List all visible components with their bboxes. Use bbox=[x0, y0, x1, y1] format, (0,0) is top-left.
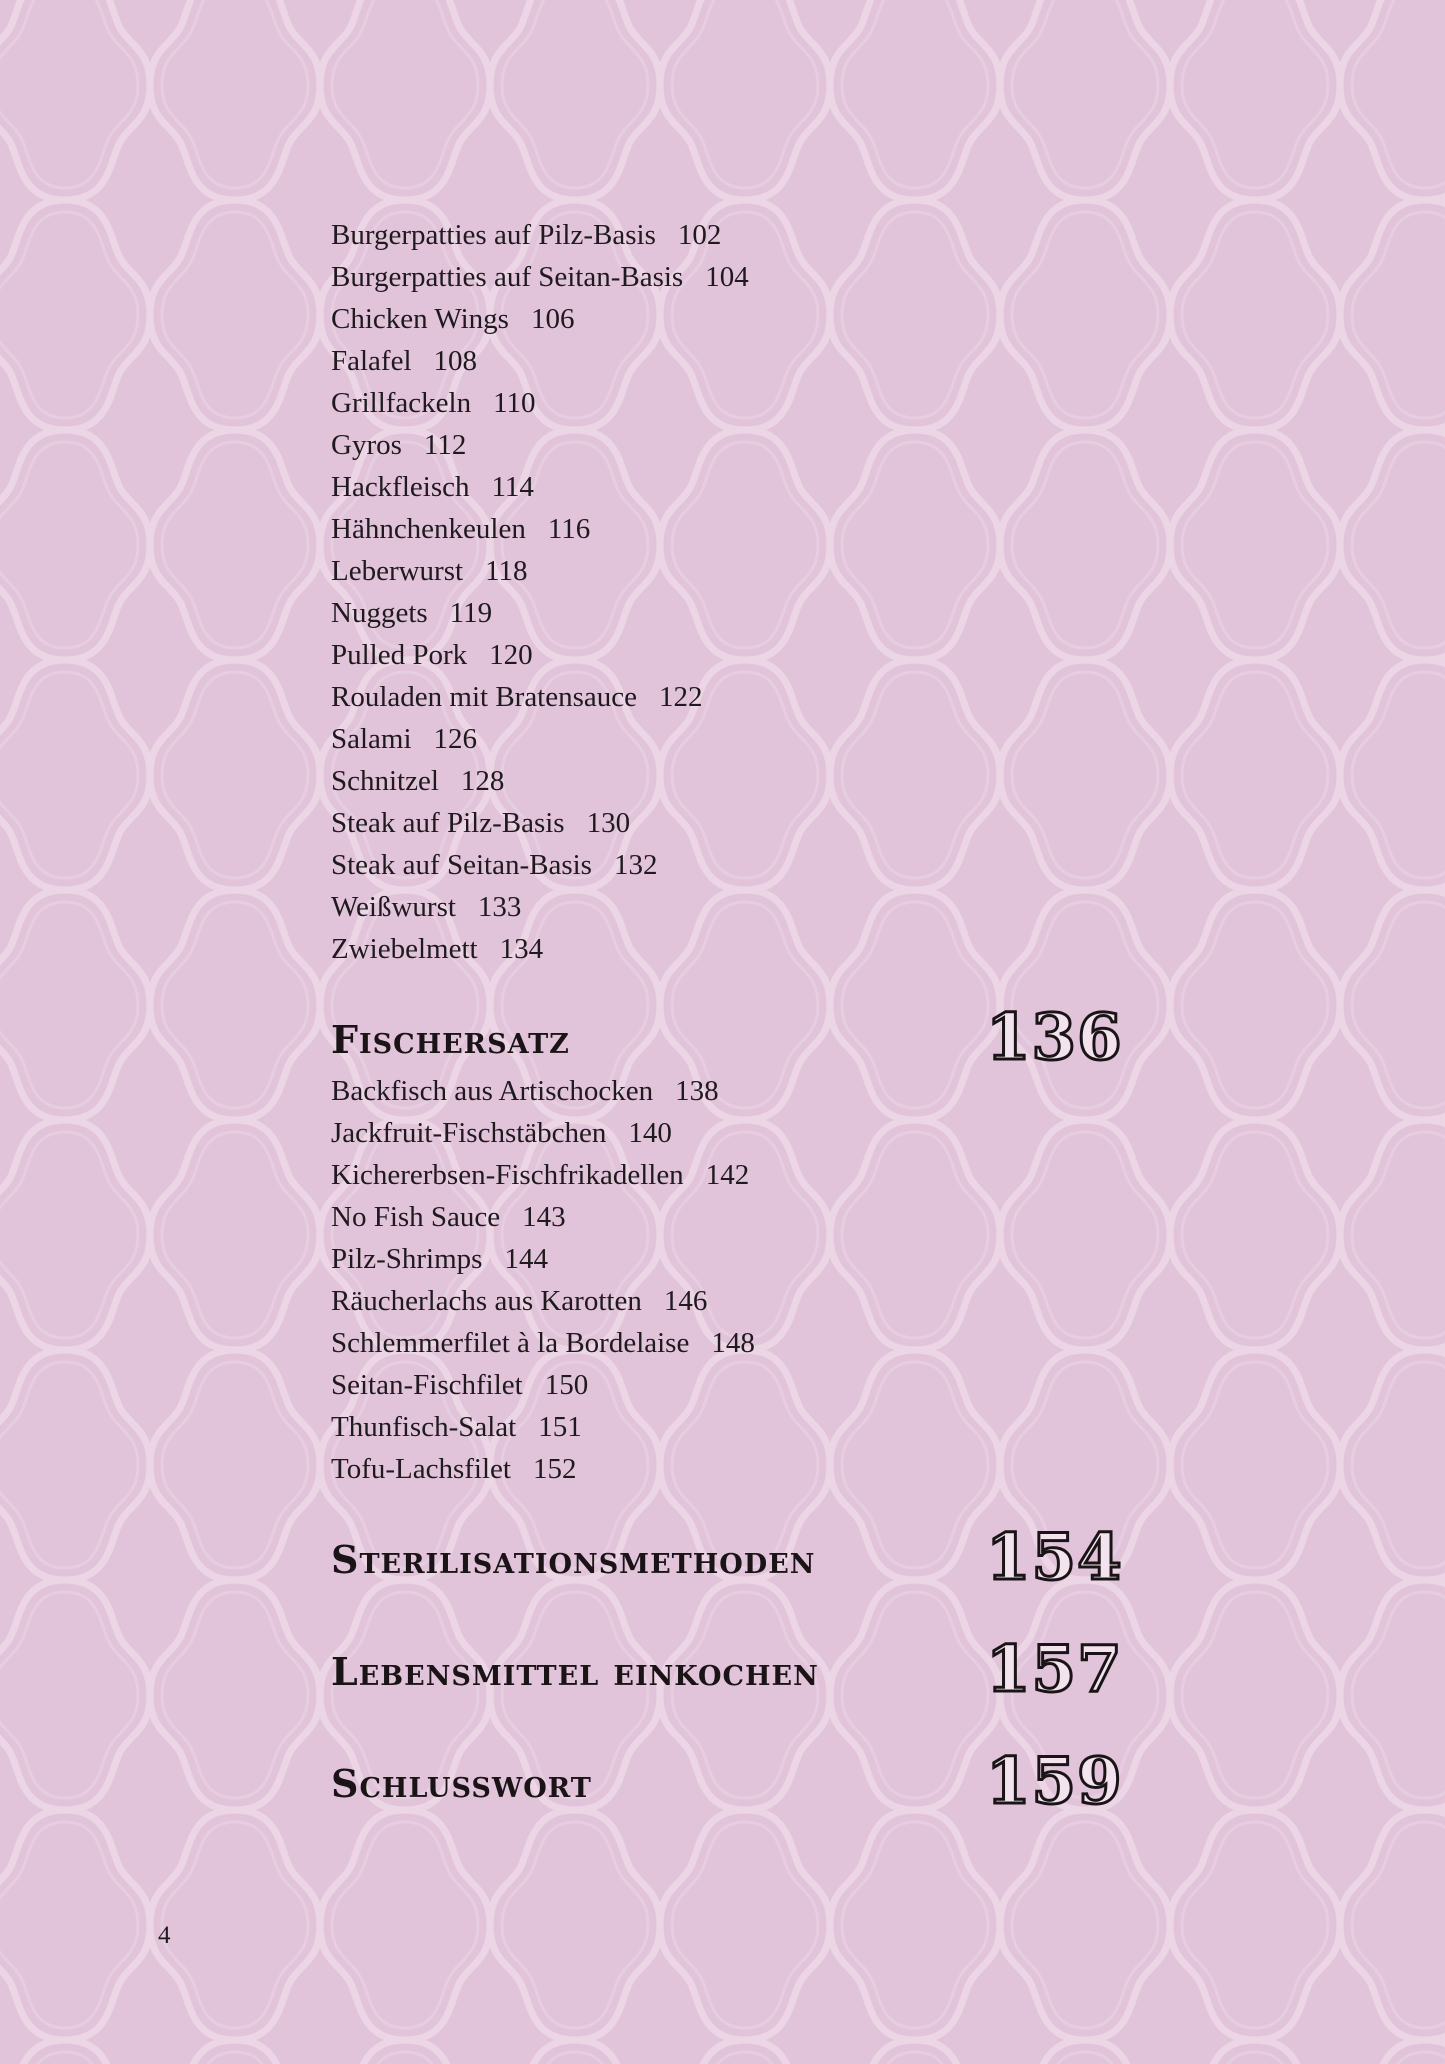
toc-entry-title: Tofu-Lachsfilet bbox=[331, 1453, 511, 1485]
toc-entry-page: 146 bbox=[663, 1285, 708, 1317]
toc-entry-title: Weißwurst bbox=[331, 891, 456, 923]
toc-entry[interactable] bbox=[331, 676, 1131, 718]
toc-entry-page: 120 bbox=[489, 639, 533, 671]
toc-entry-page: 138 bbox=[675, 1075, 719, 1107]
page-number: 4 bbox=[158, 1922, 171, 1949]
toc-entry-page: 132 bbox=[613, 849, 658, 881]
toc-entry[interactable] bbox=[331, 340, 1131, 382]
toc-entry-page: 151 bbox=[538, 1411, 582, 1443]
toc-entry-title: Salami bbox=[331, 723, 412, 755]
section-heading-schlusswort[interactable] bbox=[331, 1744, 1131, 1819]
toc-entry-page: 118 bbox=[485, 555, 528, 587]
toc-entry-page: 119 bbox=[449, 597, 493, 629]
toc-entry[interactable] bbox=[331, 1406, 1131, 1448]
toc-entry-title: Jackfruit-Fischstäbchen bbox=[331, 1117, 607, 1149]
toc-entry-title: Rouladen mit Bratensauce bbox=[331, 681, 638, 713]
toc-entry-page: 106 bbox=[530, 303, 575, 335]
toc-entry-page: 143 bbox=[522, 1201, 566, 1233]
toc-entry-title: Burgerpatties auf Pilz-Basis bbox=[331, 219, 656, 251]
toc-entry[interactable] bbox=[331, 886, 1131, 928]
toc-entry-page: 128 bbox=[460, 765, 505, 797]
section-page-number: 159 bbox=[986, 1744, 1123, 1819]
toc-entry[interactable] bbox=[331, 760, 1131, 802]
section-heading-sterilisationsmethoden[interactable] bbox=[331, 1520, 1131, 1595]
toc-entry-title: Chicken Wings bbox=[331, 303, 509, 335]
toc-entry[interactable] bbox=[331, 802, 1131, 844]
toc-entry[interactable] bbox=[331, 592, 1131, 634]
toc-entry[interactable] bbox=[331, 466, 1131, 508]
toc-entry-page: 110 bbox=[493, 387, 536, 419]
toc-entry-page: 148 bbox=[711, 1327, 755, 1359]
toc-entry[interactable] bbox=[331, 1322, 1131, 1364]
toc-entry-title: Räucherlachs aus Karotten bbox=[331, 1285, 642, 1317]
toc-entry-page: 102 bbox=[677, 219, 722, 251]
toc-entry[interactable] bbox=[331, 508, 1131, 550]
toc-entry-page: 104 bbox=[705, 261, 749, 293]
section-title: Schlusswort bbox=[331, 1761, 592, 1806]
toc-entry-title: No Fish Sauce bbox=[331, 1201, 501, 1233]
toc-entry-title: Hackfleisch bbox=[331, 471, 470, 503]
section-heading-fischersatz[interactable] bbox=[331, 1000, 1131, 1075]
toc-entry[interactable] bbox=[331, 1154, 1131, 1196]
toc-entry-page: 144 bbox=[504, 1243, 548, 1275]
toc-entry[interactable] bbox=[331, 1238, 1131, 1280]
toc-entry-page: 150 bbox=[544, 1369, 589, 1401]
section-title: Lebensmittel einkochen bbox=[331, 1649, 819, 1694]
toc-list-meat bbox=[331, 214, 1131, 970]
toc-entry-page: 112 bbox=[423, 429, 467, 461]
section-title: Fischersatz bbox=[331, 1017, 570, 1062]
toc-entry-page: 152 bbox=[532, 1453, 577, 1485]
toc-entry-page: 140 bbox=[628, 1117, 672, 1149]
toc-entry[interactable] bbox=[331, 928, 1131, 970]
toc-entry[interactable] bbox=[331, 214, 1131, 256]
toc-entry-title: Hähnchenkeulen bbox=[331, 513, 526, 545]
toc-entry-page: 122 bbox=[659, 681, 703, 713]
toc-entry-page: 133 bbox=[477, 891, 522, 923]
toc-entry-title: Gyros bbox=[331, 429, 402, 461]
toc-entry[interactable] bbox=[331, 1280, 1131, 1322]
toc-entry-page: 134 bbox=[499, 933, 544, 965]
toc-entry-title: Falafel bbox=[331, 345, 412, 377]
toc-entry[interactable] bbox=[331, 1070, 1131, 1112]
toc-entry[interactable] bbox=[331, 550, 1131, 592]
toc-entry-title: Steak auf Pilz-Basis bbox=[331, 807, 565, 839]
toc-entry-title: Seitan-Fischfilet bbox=[331, 1369, 523, 1401]
toc-entry-title: Zwiebelmett bbox=[331, 933, 478, 965]
toc-entry-title: Schlemmerfilet à la Bordelaise bbox=[331, 1327, 690, 1359]
toc-entry[interactable] bbox=[331, 634, 1131, 676]
toc-entry[interactable] bbox=[331, 844, 1131, 886]
toc-entry[interactable] bbox=[331, 1364, 1131, 1406]
toc-entry-page: 130 bbox=[586, 807, 631, 839]
toc-entry-page: 108 bbox=[433, 345, 478, 377]
toc-entry-page: 126 bbox=[433, 723, 478, 755]
section-heading-lebensmittel-einkochen[interactable] bbox=[331, 1632, 1131, 1707]
section-page-number: 154 bbox=[986, 1520, 1123, 1595]
toc-entry[interactable] bbox=[331, 382, 1131, 424]
toc-entry-title: Leberwurst bbox=[331, 555, 464, 587]
toc-entry-title: Backfisch aus Artischocken bbox=[331, 1075, 654, 1107]
toc-entry[interactable] bbox=[331, 298, 1131, 340]
toc-entry[interactable] bbox=[331, 424, 1131, 466]
section-title: Sterilisationsmethoden bbox=[331, 1537, 816, 1582]
toc-entry-title: Kichererbsen-Fischfrikadellen bbox=[331, 1159, 684, 1191]
toc-entry[interactable] bbox=[331, 1112, 1131, 1154]
toc-entry-title: Pilz-Shrimps bbox=[331, 1243, 483, 1275]
section-page-number: 157 bbox=[986, 1632, 1123, 1707]
toc-entry[interactable] bbox=[331, 1448, 1131, 1490]
toc-entry-title: Schnitzel bbox=[331, 765, 439, 797]
toc-entry-title: Pulled Pork bbox=[331, 639, 468, 671]
toc-entry-title: Nuggets bbox=[331, 597, 428, 629]
toc-entry-page: 142 bbox=[705, 1159, 750, 1191]
section-page-number: 136 bbox=[986, 1000, 1123, 1075]
toc-entry[interactable] bbox=[331, 1196, 1131, 1238]
toc-entry-title: Grillfackeln bbox=[331, 387, 472, 419]
toc-entry-title: Steak auf Seitan-Basis bbox=[331, 849, 592, 881]
toc-entry-page: 114 bbox=[491, 471, 534, 503]
toc-entry-title: Burgerpatties auf Seitan-Basis bbox=[331, 261, 684, 293]
toc-entry-title: Thunfisch-Salat bbox=[331, 1411, 517, 1443]
toc-entry[interactable] bbox=[331, 718, 1131, 760]
toc-entry[interactable] bbox=[331, 256, 1131, 298]
toc-list-fisch bbox=[331, 1070, 1131, 1490]
toc-entry-page: 116 bbox=[547, 513, 591, 545]
table-of-contents bbox=[331, 214, 1131, 1819]
